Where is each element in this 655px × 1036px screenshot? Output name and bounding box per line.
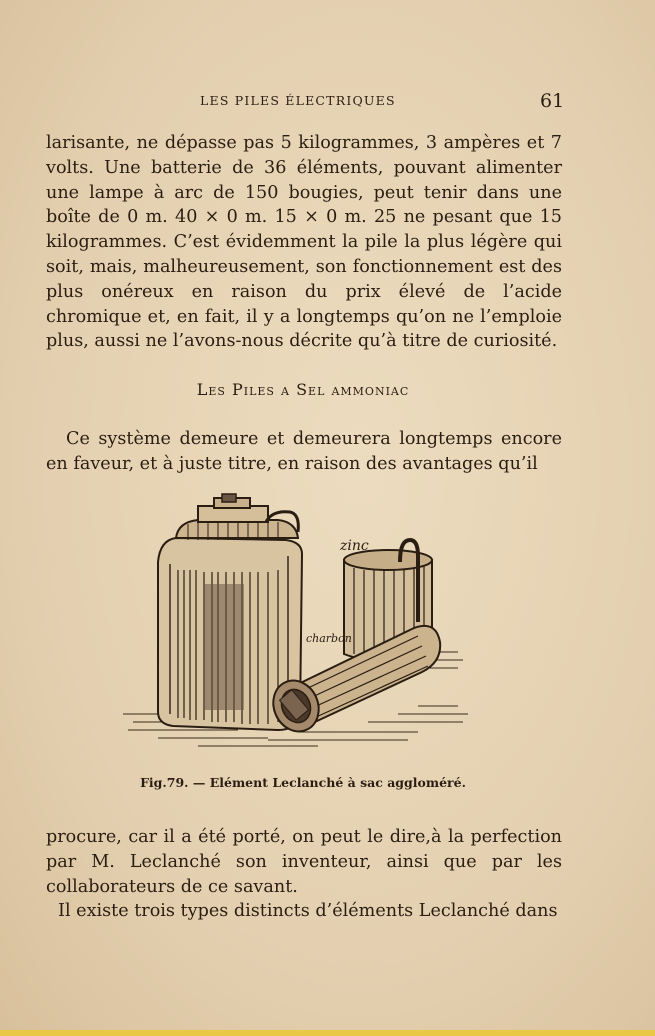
page-edge-strip: [0, 1030, 655, 1036]
figure-caption: Fig.79. — Elément Leclanché à sac aggloméré.: [140, 775, 466, 790]
paragraph-2: Ce système demeure et demeurera longtemps encore en faveur, et à juste titre, en raison des avantages qu’il: [46, 429, 562, 474]
page-number: 61: [540, 90, 565, 112]
paragraph-4: Il existe trois types distincts d’éléments Leclanché dans: [58, 901, 558, 921]
figure-leclanche-element: [118, 492, 478, 760]
paragraph-3: procure, car il a été porté, on peut le dire,à la perfection par M. Leclanché son inventeur, ainsi que par les collaborateurs de ce savant.: [46, 827, 562, 897]
label-charbon: charbon: [306, 632, 352, 645]
paragraph-1: larisante, ne dépasse pas 5 kilogrammes, 3 ampères et 7 volts. Une batterie de 36 éléments, pouvant alimenter une lampe à arc de 150 bougies, peut tenir dans une boîte de 0 m. 40 × 0 m. 15 × 0 m. 25 ne pesant que 15 kilogrammes. C’est évidemment la pile la plus légère qui soit, mais, malheureusement, son fonctionnement est des plus onéreux en raison du prix élevé de l’acide chromique et, en fait, il y a longtemps qu’on ne l’emploie plus, aussi ne l’avons-nous décrite qu’à titre de curiosité.: [46, 133, 562, 352]
running-head: LES PILES ÉLECTRIQUES: [200, 93, 396, 108]
section-heading: Les Piles a Sel ammoniac: [196, 380, 410, 399]
leclanche-element-illustration: [118, 492, 478, 760]
label-zinc: zinc: [340, 538, 369, 554]
